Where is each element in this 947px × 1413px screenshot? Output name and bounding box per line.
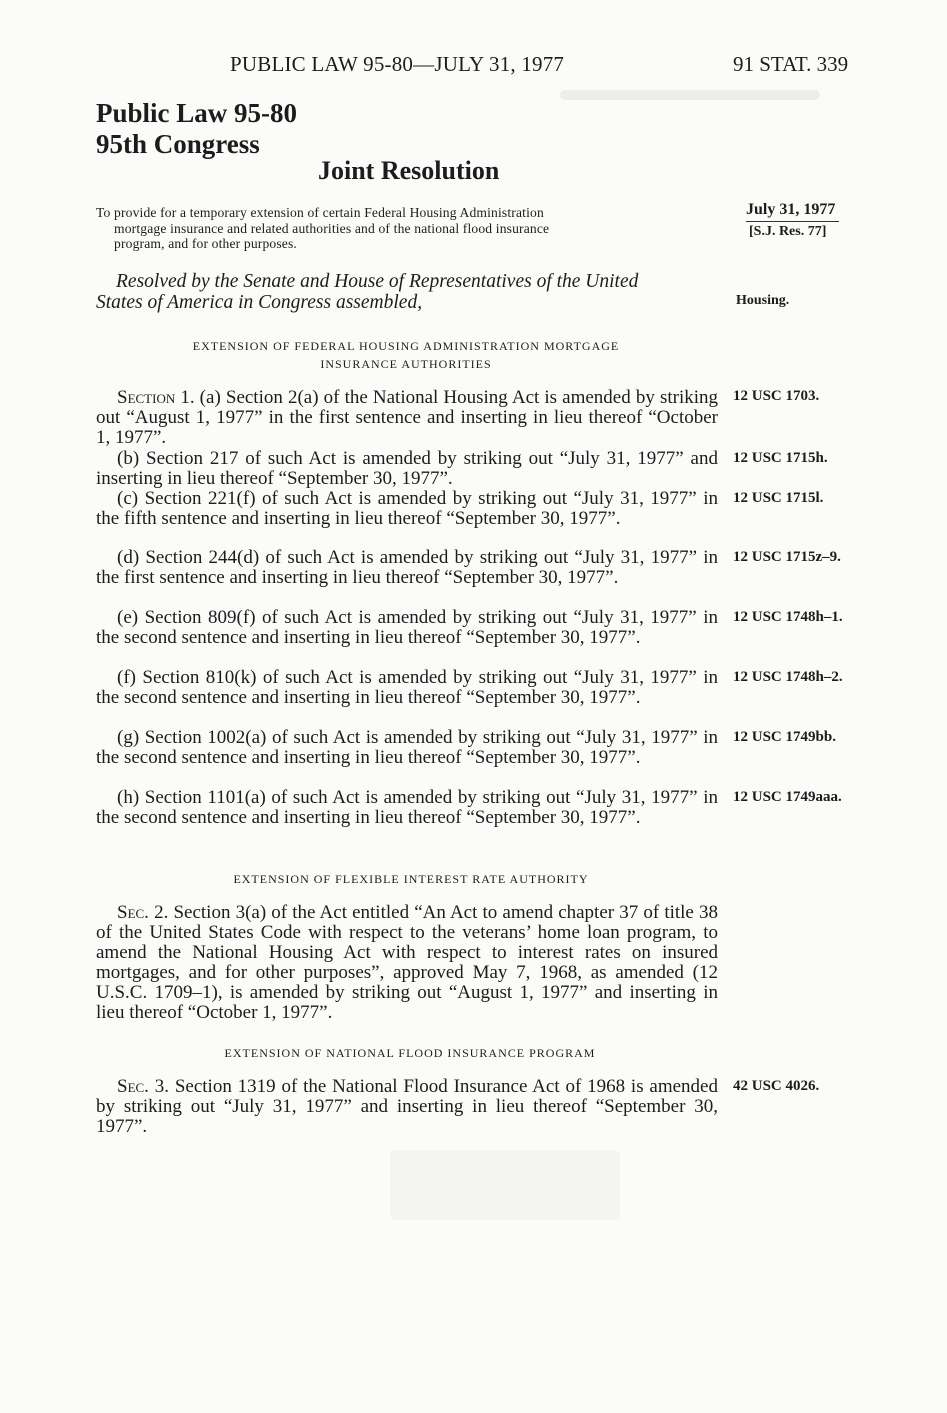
paragraph-text: (h) Section 1101(a) of such Act is amended by striking out “July 31, 1977” in the second sentence and inserting in lieu thereof “September 30, 1977”. [96, 787, 718, 828]
section-lead: Sec. [117, 1076, 149, 1097]
paragraph-text: (e) Section 809(f) of such Act is amended by striking out “July 31, 1977” in the second sentence and inserting in lieu thereof “September 30, 1977”. [96, 607, 718, 648]
enacting-line: Resolved by the Senate and House of Representatives of the United [116, 271, 639, 292]
margin-citation: 12 USC 1749bb. [733, 729, 836, 745]
paragraph-text: (b) Section 217 of such Act is amended by striking out “July 31, 1977” and inserting in lieu thereof “September 30, 1977”. [96, 448, 718, 489]
paragraph-text: (d) Section 244(d) of such Act is amended by striking out “July 31, 1977” in the first sentence and inserting in lieu thereof “September 30, 1977”. [96, 547, 718, 588]
paragraph-text: 1. (a) Section 2(a) of the National Housing Act is amended by striking out “August 1, 1977” in the first sentence and inserting in lieu thereof “October 1, 1977”. [96, 387, 718, 448]
section-1-c [96, 489, 718, 529]
margin-citation: 12 USC 1748h–1. [733, 609, 843, 625]
section-lead: Section [117, 387, 176, 408]
purpose-line: mortgage insurance and related authorities and of the national flood insurance [114, 220, 550, 236]
law-number: Public Law 95-80 [96, 98, 298, 128]
section-1-a [96, 388, 718, 448]
enacting-clause [96, 271, 719, 313]
paragraph-text: 3. Section 1319 of the National Flood Insurance Act of 1968 is amended by striking out “July 31, 1977” and inserting in lieu thereof “September 30, 1977”. [96, 1076, 718, 1137]
enacting-line: States of America in Congress assembled, [96, 292, 423, 313]
law-heading [96, 98, 297, 160]
paragraph-text: (c) Section 221(f) of such Act is amended by striking out “July 31, 1977” in the fifth sentence and inserting in lieu thereof “September 30, 1977”. [96, 488, 718, 529]
section-1-g [96, 728, 718, 768]
section-caption: EXTENSION OF NATIONAL FLOOD INSURANCE PROGRAM [224, 1046, 596, 1060]
running-header: PUBLIC LAW 95-80—JULY 31, 1977 [230, 52, 565, 76]
margin-citation: 12 USC 1703. [733, 388, 820, 404]
paragraph-text: 2. Section 3(a) of the Act entitled “An Act to amend chapter 37 of title 38 of the United States Code with respect to the veterans’ home loan program, to amend the National Housing Act with respect to interest rates on insured mortgages, and for other purposes”, approved May 7, 1968, as amended (12 U.S.C. 1709–1), is amended by striking out “August 1, 1977” and inserting in lieu thereof “October 1, 1977”. [96, 902, 718, 1023]
paper-smudge [390, 1150, 620, 1220]
statute-page-number: 91 STAT. 339 [733, 52, 849, 76]
margin-citation: 42 USC 4026. [733, 1078, 820, 1094]
section-3 [96, 1077, 718, 1137]
paper-smudge [560, 90, 820, 100]
margin-citation: 12 USC 1715z–9. [733, 549, 841, 565]
section-1-h [96, 788, 718, 828]
section-lead: Sec. [117, 902, 149, 923]
caption-line: EXTENSION OF FEDERAL HOUSING ADMINISTRATION MORTGAGE [192, 339, 620, 353]
document-title: Joint Resolution [318, 156, 500, 185]
section-2 [96, 903, 718, 1023]
section-1-f [96, 668, 718, 708]
section-caption [146, 337, 666, 373]
section-1-b [96, 449, 718, 489]
purpose-clause [96, 205, 718, 252]
margin-citation: 12 USC 1749aaa. [733, 789, 842, 805]
congress-number: 95th Congress [96, 129, 260, 159]
margin-citation: 12 USC 1748h–2. [733, 669, 843, 685]
purpose-line: To provide for a temporary extension of certain Federal Housing Administration [96, 205, 544, 220]
margin-subject: Housing. [736, 293, 790, 308]
section-1-e [96, 608, 718, 648]
margin-citation: 12 USC 1715h. [733, 450, 828, 466]
margin-citation: 12 USC 1715l. [733, 490, 824, 506]
caption-line: INSURANCE AUTHORITIES [320, 357, 492, 371]
margin-date: July 31, 1977 [746, 201, 839, 222]
margin-resolution-number: [S.J. Res. 77] [749, 224, 827, 239]
purpose-line: program, and for other purposes. [114, 236, 297, 251]
paragraph-text: (f) Section 810(k) of such Act is amended by striking out “July 31, 1977” in the second sentence and inserting in lieu thereof “September 30, 1977”. [96, 667, 718, 708]
section-1-d [96, 548, 718, 588]
section-caption: EXTENSION OF FLEXIBLE INTEREST RATE AUTHORITY [233, 872, 589, 886]
paragraph-text: (g) Section 1002(a) of such Act is amended by striking out “July 31, 1977” in the second sentence and inserting in lieu thereof “September 30, 1977”. [96, 727, 718, 768]
